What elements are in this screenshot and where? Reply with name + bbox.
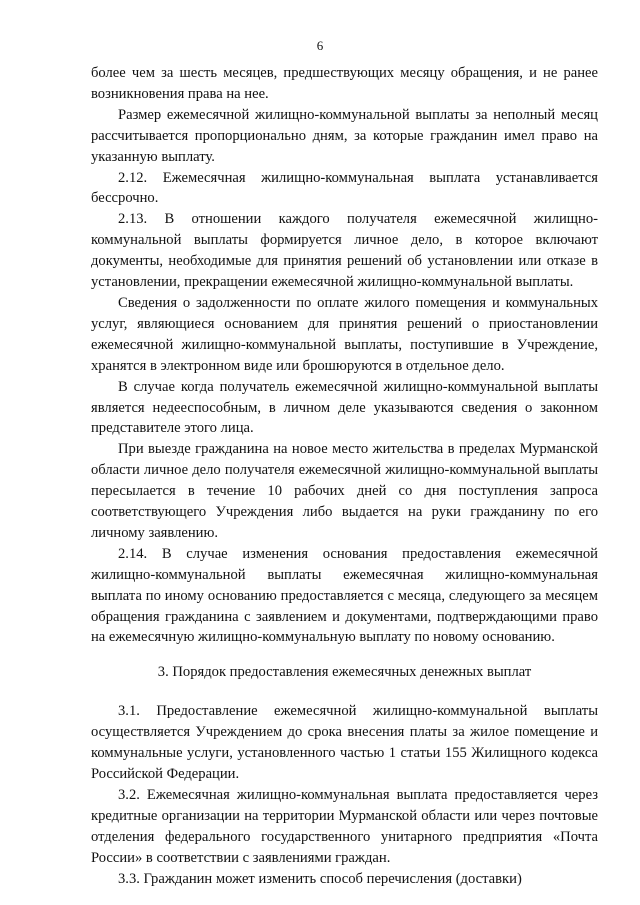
paragraph-continuation: более чем за шесть месяцев, предшествующих месяцу обращения, и не ранее возникновения права на нее. bbox=[91, 65, 598, 102]
section-heading: 3. Порядок предоставления ежемесячных денежных выплат bbox=[157, 664, 532, 681]
paragraph-2-14: 2.14. В случае изменения основания предоставления ежемесячной жилищно-коммунальной выплаты ежемесячная жилищно-коммунальная выплата по иному основанию предоставляется с месяца, следующего за месяцем обращения гражданина с заявлением и документами, подтверждающими право на ежемесячную жилищно-коммунальную выплату по новому основанию. bbox=[91, 545, 598, 646]
paragraph-2-12: 2.12. Ежемесячная жилищно-коммунальная выплата устанавливается бессрочно. bbox=[91, 169, 598, 207]
paragraph-3-1: 3.1. Предоставление ежемесячной жилищно-коммунальной выплаты осуществляется Учреждением до срока внесения платы за жилое помещение и коммунальные услуги, установленного частью 1 статьи 155 Жилищного кодекса Российской Федерации. bbox=[91, 703, 598, 782]
paragraph-2-13: 2.13. В отношении каждого получателя ежемесячной жилищно-коммунальной выплаты формируется личное дело, в которое включают документы, необходимые для принятия решений об установлении или отказе в установлении, прекращении ежемесячной жилищно-коммунальной выплаты. bbox=[91, 211, 598, 291]
paragraph-incapacitated: В случае когда получатель ежемесячной жилищно-коммунальной выплаты является недееспособным, в личном деле указываются сведения о законном представителе этого лица. bbox=[91, 378, 598, 437]
paragraph-3-2: 3.2. Ежемесячная жилищно-коммунальная выплата предоставляется через кредитные организации на территории Мурманской области или через почтовые отделения федерального государственного унитарного предприятия «Почта России» в соответствии с заявлениями граждан. bbox=[91, 786, 598, 866]
paragraph-partial-month-amount: Размер ежемесячной жилищно-коммунальной выплаты за неполный месяц рассчитывается пропорционально дням, за которые гражданин имел право на указанную выплату. bbox=[91, 106, 598, 165]
paragraph-3-3: 3.3. Гражданин может изменить способ перечисления (доставки) bbox=[118, 870, 522, 887]
page-number: 6 bbox=[316, 38, 324, 53]
paragraph-debt-info: Сведения о задолженности по оплате жилого помещения и коммунальных услуг, являющиеся основанием для принятия решений о приостановлении ежемесячной жилищно-коммунальной выплаты, поступившие в Учреждение, хранятся в электронном виде или брошюруются в отдельное дело. bbox=[91, 294, 598, 374]
document-body bbox=[91, 63, 598, 889]
paragraph-relocation: При выезде гражданина на новое место жительства в пределах Мурманской области личное дело получателя ежемесячной жилищно-коммунальной выплаты пересылается в течение 10 рабочих дней со дня поступления запроса соответствующего Учреждения либо выдается на руки гражданину по его личному заявлению. bbox=[91, 441, 598, 541]
